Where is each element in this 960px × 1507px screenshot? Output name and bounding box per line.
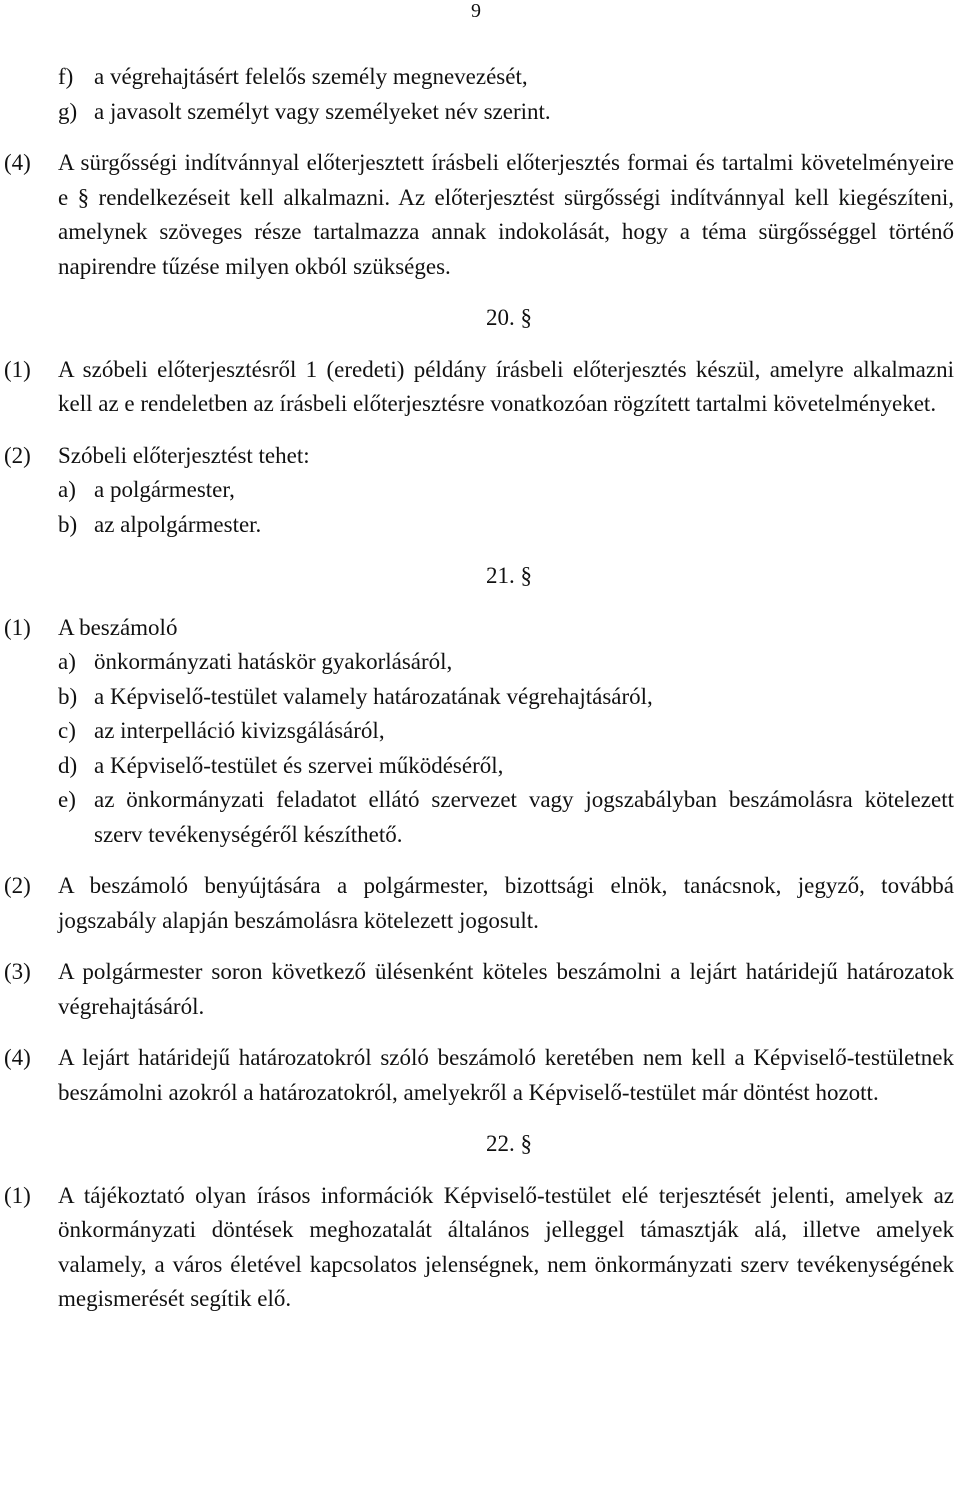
paragraph-text: Szóbeli előterjesztést tehet: [58,442,310,468]
list-item-text: az interpelláció kivizsgálásáról, [94,718,385,743]
list-item [0,714,960,749]
section-21-paragraph-2 [0,869,960,938]
section-heading-22: 22. § [486,1131,532,1156]
list-item [0,60,960,95]
paragraph-text: A beszámoló [58,614,178,640]
list-item [0,749,960,784]
paragraph-number: (1) [4,356,31,382]
paragraph-number: (4) [4,1045,31,1070]
list-item-label: b) [58,511,78,537]
document-body [0,60,960,1317]
section-21-paragraph-1 [0,611,960,646]
paragraph-text: A szóbeli előterjesztésről 1 (eredeti) példány írásbeli előterjesztés készül, amelyre alkalmazni kell az e rendeletben az írásbeli előterjesztésre vonatkozóan rögzített tartalmi követelményeket. [58,356,954,416]
list-item-text: a Képviselő-testület valamely határozatának végrehajtásáról, [94,683,653,709]
paragraph-text: A sürgősségi indítvánnyal előterjesztett írásbeli előterjesztés formai és tartalmi követelményeire e § rendelkezéseit kell alkalmazni. Az előterjesztést sürgősségi indítvánnyal kell kiegészíteni, amelynek szöveges része tartalmazza annak indokolását, hogy a téma sürgősséggel történő napirendre tűzése milyen okból szükséges. [58,150,954,279]
section-heading-21: 21. § [486,563,532,588]
list-item-text: a Képviselő-testület és szervei működéséről, [94,752,504,778]
paragraph-text: A beszámoló benyújtására a polgármester, bizottsági elnök, tanácsnok, jegyző, továbbá jogszabály alapján beszámolásra kötelezett jogosult. [58,873,954,933]
list-item-label: g) [58,98,78,124]
list-item-label: d) [58,752,78,778]
list-item-text: önkormányzati hatáskör gyakorlásáról, [94,649,453,674]
list-item-text: az önkormányzati feladatot ellátó szervezet vagy jogszabályban beszámolásra kötelezett szerv tevékenységéről készíthető. [94,787,954,847]
section-22-paragraph-1 [0,1179,960,1317]
list-item [0,508,960,543]
list-item [0,473,960,508]
list-item-label: a) [58,477,76,502]
list-item-label: a) [58,649,76,674]
section-20-paragraph-1 [0,353,960,422]
list-item [0,680,960,715]
paragraph-text: A tájékoztató olyan írásos információk Képviselő-testület elé terjesztését jelenti, amelyek az önkormányzati döntések meghozatalát általános jelleggel támasztják alá, illetve amelyek valamely, a város életével kapcsolatos jelenségnek, nem önkormányzati szerv tevékenységének megismerését segítik elő. [58,1182,954,1311]
list-item-label: b) [58,683,78,709]
section-20-paragraph-2 [0,439,960,474]
paragraph-number: (2) [4,873,31,898]
section-heading-20: 20. § [486,305,532,330]
list-item [0,645,960,680]
list-item-text: az alpolgármester. [94,511,262,537]
paragraph-number: (1) [4,614,31,640]
paragraph-number: (3) [4,959,31,984]
paragraph-4 [0,146,960,284]
list-item-text: a végrehajtásért felelős személy megnevezését, [94,64,528,89]
paragraph-number: (4) [4,150,31,175]
page-number: 9 [471,0,481,22]
list-item-label: e) [58,787,76,812]
section-21-paragraph-4 [0,1041,960,1110]
paragraph-text: A lejárt határidejű határozatokról szóló beszámoló keretében nem kell a Képviselő-testületnek beszámolni azokról a határozatokról, amelyekről a Képviselő-testület már döntést hozott. [58,1045,954,1105]
list-item-label: c) [58,718,76,743]
paragraph-number: (2) [4,442,31,468]
list-item-label: f) [58,64,74,89]
section-21-paragraph-3 [0,955,960,1024]
list-item-text: a javasolt személyt vagy személyeket név szerint. [94,98,551,124]
paragraph-text: A polgármester soron következő ülésenként köteles beszámolni a lejárt határidejű határozatok végrehajtásáról. [58,959,954,1019]
list-item [0,95,960,130]
paragraph-number: (1) [4,1182,31,1208]
list-item [0,783,960,852]
intro-list [0,60,960,129]
list-item-text: a polgármester, [94,477,235,502]
